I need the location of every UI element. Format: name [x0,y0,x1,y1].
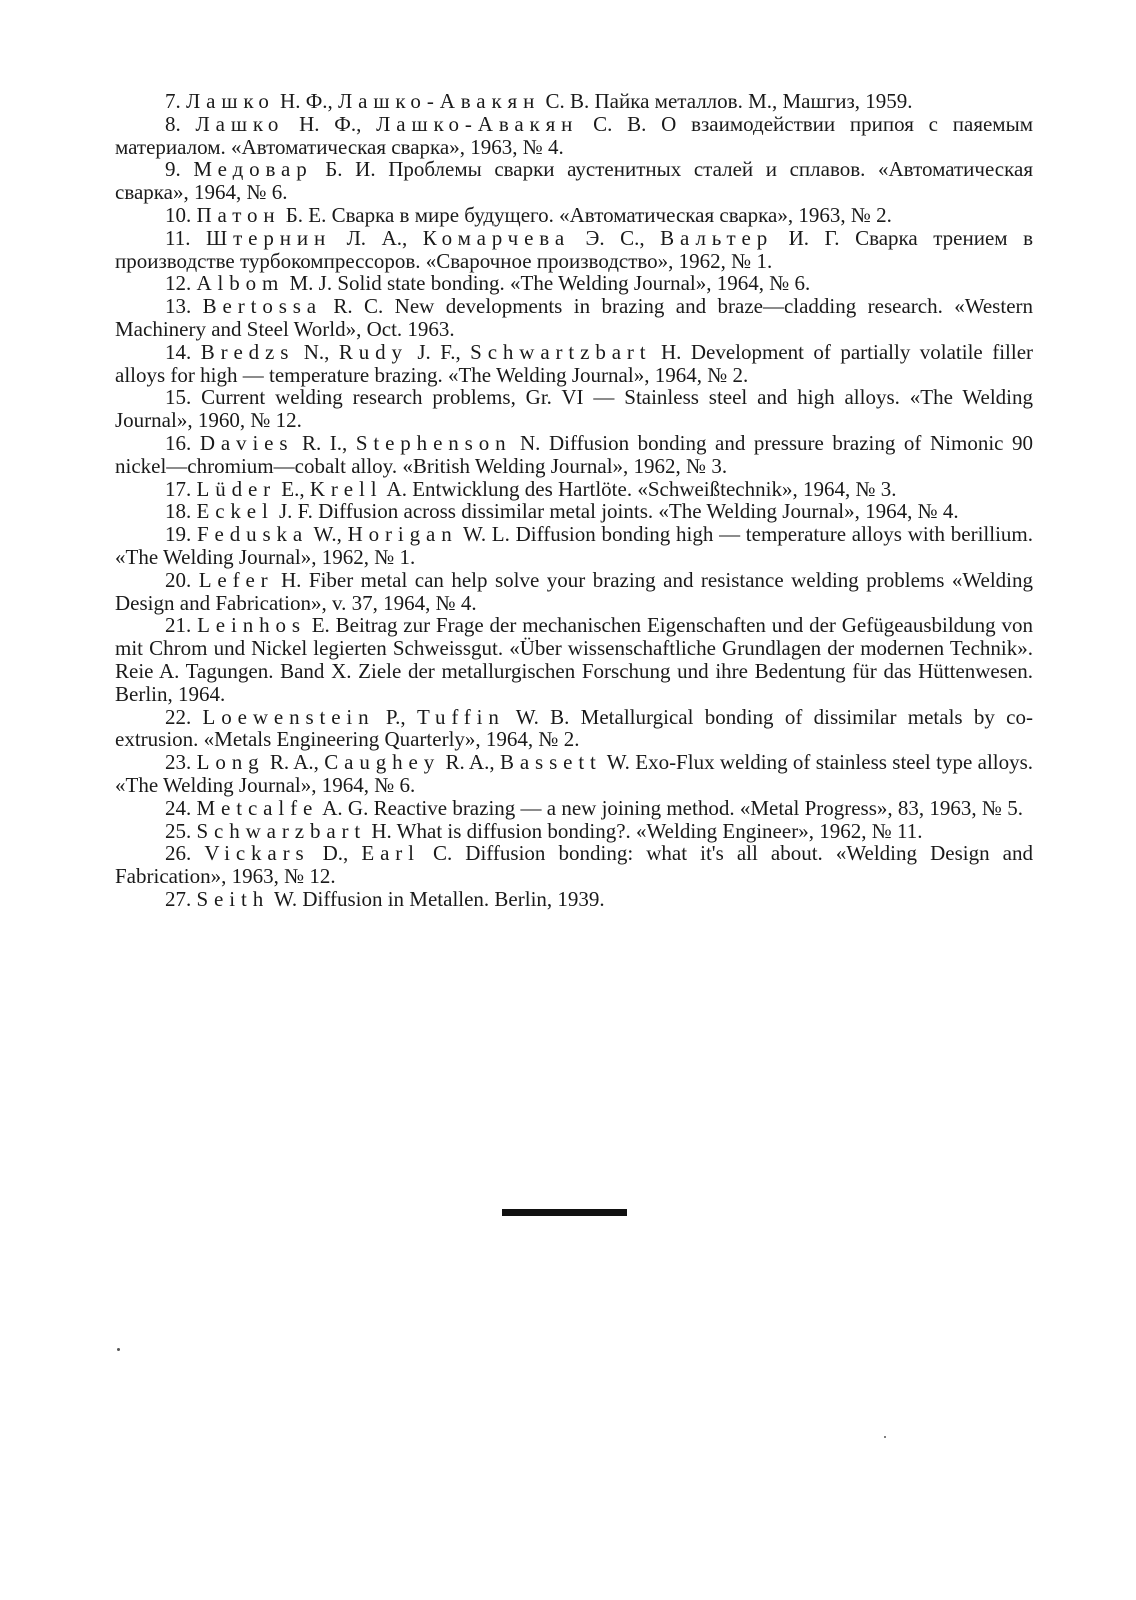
reference-author-initials: W. [269,886,298,911]
reference-author: Лашко [195,111,285,136]
reference-author-initials: R. C. [322,294,384,319]
reference-item [115,113,1033,159]
reference-author: Feduska [196,522,309,547]
reference-author-initials: W. B. [504,704,570,729]
reference-item [115,751,1033,797]
reference-author: Лашко-Авакян [338,89,541,113]
reference-author: Bertossa [202,294,323,319]
reference-author-initials: R. I., [293,430,356,455]
reference-author-initials: M. J. [284,271,333,296]
reference-text: Exo-Flux welding of stainless steel type alloys. «The Welding Journal», 1964, № 6. [115,750,1034,797]
reference-item [115,478,1033,501]
reference-author: Seith [196,886,270,911]
reference-author-initials: W. [601,750,630,775]
reference-author-initials: J. F., [407,339,471,364]
end-rule [502,1209,627,1216]
reference-number: 14. [165,339,192,364]
reference-item [115,272,1033,295]
reference-number: 17. [165,476,192,501]
reference-item [115,797,1033,820]
reference-author-initials: C. [419,841,453,866]
reference-author-initials: E., [276,476,310,501]
reference-text: Diffusion across dissimilar metal joints. «The Welding Journal», 1964, № 4. [312,499,959,524]
reference-item [115,500,1033,523]
reference-text: Diffusion in Metallen. Berlin, 1939. [297,886,605,911]
reference-author-initials: R. A., [440,750,500,775]
reference-author-initials: R. A., [264,750,325,775]
reference-author-initials: N., [294,339,339,364]
reference-author-initials: Б. И. [312,157,376,182]
reference-author: Bassett [499,750,602,775]
reference-number: 20. [165,567,192,592]
reference-author-initials: E. [305,613,330,638]
reference-number: 16. [165,430,192,455]
reference-author-initials: D., [309,841,362,866]
reference-author: Krell [309,476,383,501]
reference-number: 8. [165,111,181,136]
reference-author: Schwarzbart [196,818,367,843]
reference-text: Diffusion bonding: what it's all about. «Welding Design and Fabrication», 1963, № 12. [115,841,1033,889]
reference-item [115,204,1033,227]
reference-list [115,90,1033,911]
reference-text: О взаимодействии припоя с паяемым материалом. «Автоматическая сварка», 1963, № 4. [115,111,1033,159]
reference-author-initials: H. [366,818,392,843]
reference-author-initials: A. [382,476,407,501]
reference-author: Lefer [198,567,274,592]
reference-author: Вальтер [660,225,774,250]
reference-number: 18. [165,499,192,524]
reference-author-initials: P., [374,704,417,729]
reference-author-initials: Н. Ф., [284,111,377,136]
reference-number: 26. [165,841,192,866]
reference-author-initials: A. G. [318,795,369,820]
reference-author: Earl [361,841,420,866]
reference-item [115,614,1033,705]
reference-item [115,90,1033,113]
reference-author: Bredzs [200,339,295,364]
reference-text: Сварка трением в производстве турбокомпрессоров. «Сварочное производство», 1962, № 1. [115,225,1034,273]
reference-author: Long [196,750,265,775]
reference-author: Tuffin [416,704,505,729]
reference-author-initials: H. [651,339,682,364]
reference-author: Патон [196,202,281,227]
reference-author: Медовар [193,157,313,182]
reference-text: New developments in brazing and braze—cladding research. «Western Machinery and Steel World», Oct. 1963. [115,294,1034,341]
reference-number: 21. [165,613,192,638]
reference-author: Eckel [196,499,274,524]
reference-author: Rudy [338,339,408,364]
reference-item [115,227,1033,273]
reference-item [115,386,1033,432]
scan-speck [884,1436,886,1438]
reference-author-initials: W., [308,522,348,547]
reference-text: Diffusion bonding high — temperature alloys with berillium. «The Welding Journal», 1962, № 1. [115,522,1033,569]
reference-author: Leinhos [197,613,306,638]
reference-author: Лашко [186,89,275,113]
reference-text: Diffusion bonding and pressure brazing of Nimonic 90 nickel—chromium—cobalt alloy. «British Welding Journal», 1962, № 3. [115,430,1034,478]
reference-number: 23. [165,750,192,775]
reference-author-initials: Б. Е. [280,202,327,227]
reference-author-initials: С. В. [578,111,647,136]
reference-author: Lüder [196,476,277,501]
reference-text: What is diffusion bonding?. «Welding Engineer», 1962, № 11. [391,818,923,843]
reference-item [115,432,1033,478]
reference-item [115,888,1033,911]
reference-item [115,706,1033,752]
reference-number: 10. [165,202,192,227]
reference-text: Entwicklung des Hartlöte. «Schweißtechnik», 1964, № 3. [406,476,897,501]
reference-author: Caughey [324,750,441,775]
reference-author: Комарчева [422,225,571,250]
reference-author-initials: Э. С., [570,225,661,250]
reference-author-initials: H. [273,567,302,592]
reference-author-initials: N. [511,430,541,455]
reference-number: 13. [165,294,192,319]
reference-number: 22. [165,704,192,729]
reference-number: 11. [165,225,191,250]
reference-number: 9. [165,157,181,182]
reference-author: Штернин [206,225,332,250]
reference-number: 7. [165,89,181,113]
reference-author: Лашко-Авакян [376,111,579,136]
reference-author-initials: W. L. [457,522,510,547]
reference-number: 19. [165,522,192,547]
reference-number: 24. [165,795,192,820]
reference-author: Horigan [347,522,458,547]
reference-author: Vickars [204,841,310,866]
reference-text: Reactive brazing — a new joining method. «Metal Progress», 83, 1963, № 5. [368,795,1023,820]
reference-text: Fiber metal can help solve your brazing and resistance welding problems «Welding Design and Fabrication», v. 37, 1964, № 4. [115,567,1033,615]
reference-number: 15. [165,385,192,410]
reference-text: Development of partially volatile filler alloys for high — temperature brazing. «The Welding Journal», 1964, № 2. [115,339,1034,387]
reference-author: Albom [196,271,285,296]
reference-text: Current welding research problems, Gr. VI — Stainless steel and high alloys. «The Welding Journal», 1960, № 12. [115,385,1033,433]
reference-item [115,523,1033,569]
reference-item [115,820,1033,843]
reference-author: Davies [199,430,294,455]
reference-author: Metcalfe [196,795,319,820]
reference-item [115,341,1033,387]
reference-item [115,842,1033,888]
reference-author: Schwartzbart [470,339,652,364]
reference-author-initials: И. Г. [773,225,840,250]
reference-author: Stephenson [355,430,512,455]
reference-author: Loewenstein [202,704,375,729]
reference-text: Beitrag zur Frage der mechanischen Eigenschaften und der Gefügeausbildung von mit Chrom und Nickel legierten Schweissgut. «Über wissenschaftliche Grundlagen der modernen Technik». Reie A. Tagungen. Band X. Ziele der metallurgischen Forschung und ihre Bedentung für das Hüttenwesen. Berlin, 1964. [115,613,1034,706]
reference-text: Metallurgical bonding of dissimilar metals by co-extrusion. «Metals Engineering Quarterly», 1964, № 2. [115,704,1033,752]
reference-text: Сварка в мире будущего. «Автоматическая сварка», 1963, № 2. [326,202,892,227]
scan-speck [117,1348,120,1351]
reference-author-initials: С. В. [540,89,590,113]
reference-text: Solid state bonding. «The Welding Journal», 1964, № 6. [332,271,811,296]
reference-author-initials: J. F. [273,499,313,524]
reference-number: 12. [165,271,192,296]
reference-text: Проблемы сварки аустенитных сталей и сплавов. «Автоматическая сварка», 1964, № 6. [115,157,1033,205]
reference-item [115,158,1033,204]
reference-author-initials: Н. Ф., [274,89,339,113]
reference-item [115,295,1033,341]
reference-text: Пайка металлов. М., Машгиз, 1959. [589,89,913,113]
reference-number: 27. [165,886,192,911]
reference-author-initials: Л. А., [331,225,423,250]
reference-item [115,569,1033,615]
reference-number: 25. [165,818,192,843]
